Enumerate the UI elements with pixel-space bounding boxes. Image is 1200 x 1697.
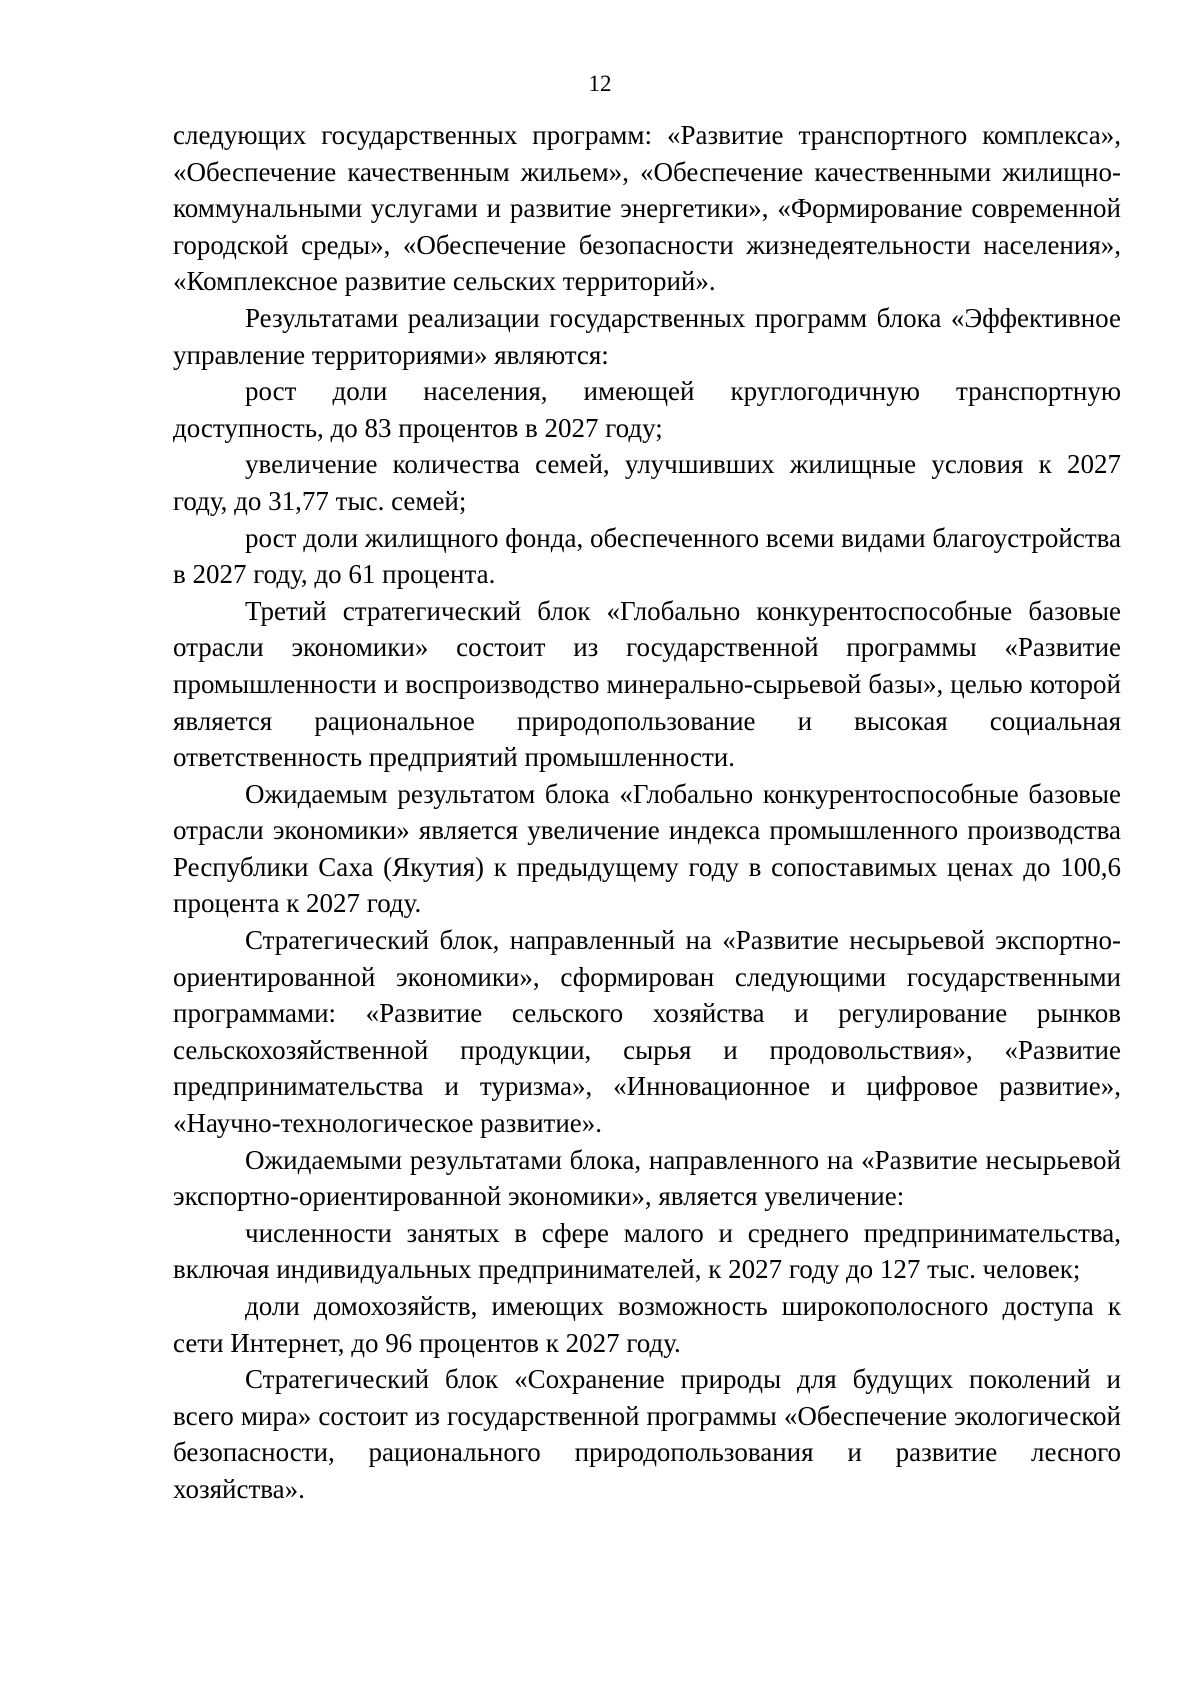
paragraph: доли домохозяйств, имеющих возможность широкополосного доступа к сети Интернет, до 96 процентов к 2027 году. bbox=[173, 1291, 1121, 1358]
paragraph: Ожидаемыми результатами блока, направленного на «Развитие несырьевой экспортно-ориентированной экономики», является увеличение: bbox=[173, 1144, 1121, 1212]
paragraph: увеличение количества семей, улучшивших жилищные условия к 2027 году, до 31,77 тыс. семей; bbox=[173, 449, 1121, 516]
paragraph: Третий стратегический блок «Глобально конкурентоспособные базовые отрасли экономики» состоит из государственной программы «Развитие промышленности и воспроизводство минерально-сырьевой базы», целью которой является рациональное природопользование и высокая социальная ответственность предприятий промышленности. bbox=[173, 595, 1121, 773]
paragraph: Результатами реализации государственных программ блока «Эффективное управление территориями» являются: bbox=[173, 302, 1121, 370]
paragraph: Стратегический блок, направленный на «Развитие несырьевой экспортно-ориентированной экономики», сформирован следующими государственными программами: «Развитие сельского хозяйства и регулирование рынков сельскохозяйственной продукции, сырья и продовольствия», «Развитие предпринимательства и туризма», «Инновационное и цифровое развитие», «Научно-технологическое развитие». bbox=[173, 925, 1121, 1139]
paragraph: рост доли населения, имеющей круглогодичную транспортную доступность, до 83 процентов в 2027 году; bbox=[173, 376, 1121, 443]
paragraph: следующих государственных программ: «Развитие транспортного комплекса», «Обеспечение качественным жильем», «Обеспечение качественными жилищно-коммунальными услугами и развитие энергетики», «Формирование современной городской среды», «Обеспечение безопасности жизнедеятельности населения», «Комплексное развитие сельских территорий». bbox=[173, 120, 1121, 297]
paragraph: численности занятых в сфере малого и среднего предпринимательства, включая индивидуальных предпринимателей, к 2027 году до 127 тыс. человек; bbox=[173, 1217, 1121, 1285]
paragraph: Стратегический блок «Сохранение природы для будущих поколений и всего мира» состоит из государственной программы «Обеспечение экологической безопасности, рационального природопользования и развитие лесного хозяйства». bbox=[173, 1364, 1121, 1504]
body-text bbox=[173, 117, 1121, 1508]
paragraph: рост доли жилищного фонда, обеспеченного всеми видами благоустройства в 2027 году, до 61 процента. bbox=[173, 522, 1121, 590]
page-number: 12 bbox=[588, 71, 612, 96]
paragraph: Ожидаемым результатом блока «Глобально конкурентоспособные базовые отрасли экономики» является увеличение индекса промышленного производства Республики Саха (Якутия) к предыдущему году в сопоставимых ценах до 100,6 процента к 2027 году. bbox=[173, 778, 1121, 919]
